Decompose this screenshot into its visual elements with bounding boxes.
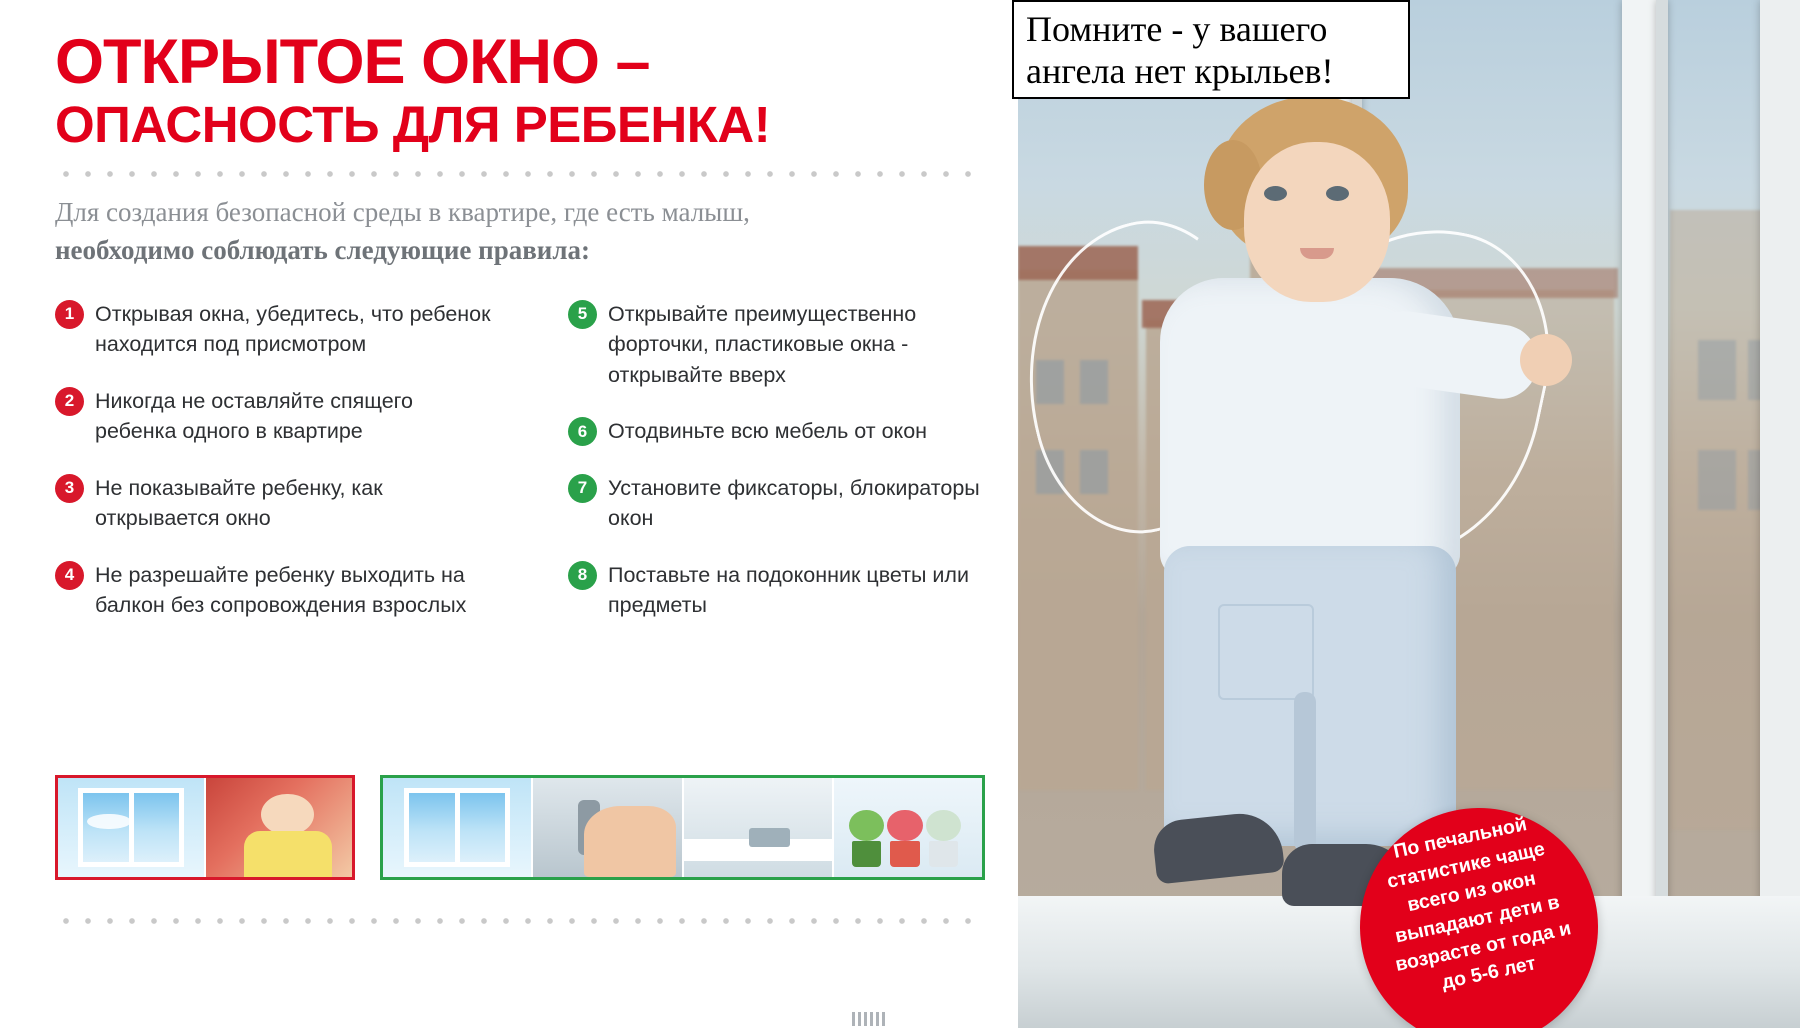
- rule-text: Отодвиньте всю мебель от окон: [608, 419, 928, 444]
- statistics-text: По печальной статистике чаще всего из окон выпадают дети в возрасте от года и до 5-6 лет: [1384, 813, 1573, 995]
- flower-shape: [887, 810, 923, 842]
- window-mullion: [1622, 0, 1656, 1028]
- window-handle-photo: [533, 778, 683, 877]
- pot-shape: [929, 841, 959, 867]
- child-illustration: [206, 778, 352, 877]
- window-mullion: [1656, 0, 1668, 1028]
- strip-green: [380, 775, 985, 880]
- hand-shape: [584, 806, 676, 877]
- rule-text: Открывая окна, убедитесь, что ребенок находится под присмотром: [95, 301, 491, 357]
- rule-text: Открывайте преимущественно форточки, пластиковые окна - открывайте вверх: [608, 301, 917, 387]
- plastic-window-photo: [383, 778, 533, 877]
- flower-shape: [849, 810, 885, 842]
- open-window-photo: [58, 778, 206, 877]
- window-frame-shape: [78, 788, 183, 867]
- rule-text: Никогда не оставляйте спящего ребенка одного в квартире: [95, 388, 413, 444]
- child-body-shape: [244, 831, 332, 877]
- rule-item: [55, 386, 520, 447]
- child-at-door-photo: [206, 778, 352, 877]
- flower-shape: [926, 810, 962, 842]
- child-hand: [1520, 334, 1572, 386]
- rule-text: Не показывайте ребенку, как открывается окно: [95, 475, 383, 531]
- window-shape: [1698, 340, 1736, 400]
- rule-text: Не разрешайте ребенку выходить на балкон без сопровождения взрослых: [95, 562, 467, 618]
- rule-item: [568, 560, 985, 621]
- rules-column-left: [55, 299, 520, 647]
- rule-number-badge: 7: [568, 474, 597, 503]
- headline-line-2: ОПАСНОСТЬ ДЛЯ РЕБЕНКА!: [55, 95, 771, 153]
- window-illustration: [58, 778, 204, 877]
- dotted-divider-bottom: [55, 917, 985, 925]
- headline-line-1: ОТКРЫТОЕ ОКНО –: [55, 27, 650, 97]
- pot-shape: [852, 841, 882, 867]
- infographic-content: [55, 27, 985, 647]
- rule-item: [568, 299, 985, 391]
- rule-number-badge: 5: [568, 300, 597, 329]
- rule-text: Установите фиксаторы, блокираторы окон: [608, 475, 980, 531]
- subtitle-line-2: необходимо соблюдать следующие правила:: [55, 235, 590, 266]
- caption-text: Помните - у вашего ангела нет крыльев!: [1026, 9, 1334, 92]
- handle-illustration: [533, 778, 681, 877]
- rule-item: [55, 560, 520, 621]
- child-eye: [1326, 186, 1349, 201]
- rule-item: [568, 473, 985, 534]
- illustration-strips: [55, 775, 985, 880]
- rule-number-badge: 2: [55, 387, 84, 416]
- window-illustration: [383, 778, 531, 877]
- rule-text: Поставьте на подоконник цветы или предметы: [608, 562, 969, 618]
- window-mullion: [1760, 0, 1800, 1028]
- dotted-divider-top: [55, 170, 985, 178]
- page-edge-marker: [852, 1012, 886, 1026]
- caption-box: [1012, 0, 1410, 99]
- rules-container: [55, 299, 985, 647]
- rule-number-badge: 6: [568, 417, 597, 446]
- flowers-illustration: [834, 778, 982, 877]
- child-eye: [1264, 186, 1287, 201]
- rule-number-badge: 1: [55, 300, 84, 329]
- rule-number-badge: 3: [55, 474, 84, 503]
- lock-illustration: [684, 778, 832, 877]
- window-lock-photo: [684, 778, 834, 877]
- child-leg-gap: [1294, 692, 1316, 852]
- subtitle-line-1: Для создания безопасной среды в квартире, где есть малыш,: [55, 196, 750, 227]
- child-face: [1244, 142, 1390, 302]
- window-frame-shape: [404, 788, 511, 867]
- rule-number-badge: 8: [568, 561, 597, 590]
- lock-device-shape: [749, 828, 791, 848]
- rule-item: [55, 299, 520, 360]
- child-head-shape: [261, 794, 314, 836]
- rule-item: [568, 416, 985, 447]
- pot-shape: [890, 841, 920, 867]
- window-shape: [1698, 450, 1736, 510]
- windowsill-flowers-photo: [834, 778, 982, 877]
- rule-number-badge: 4: [55, 561, 84, 590]
- child-pants-pocket: [1218, 604, 1314, 700]
- rules-column-right: [520, 299, 985, 647]
- strip-red: [55, 775, 355, 880]
- rule-item: [55, 473, 520, 534]
